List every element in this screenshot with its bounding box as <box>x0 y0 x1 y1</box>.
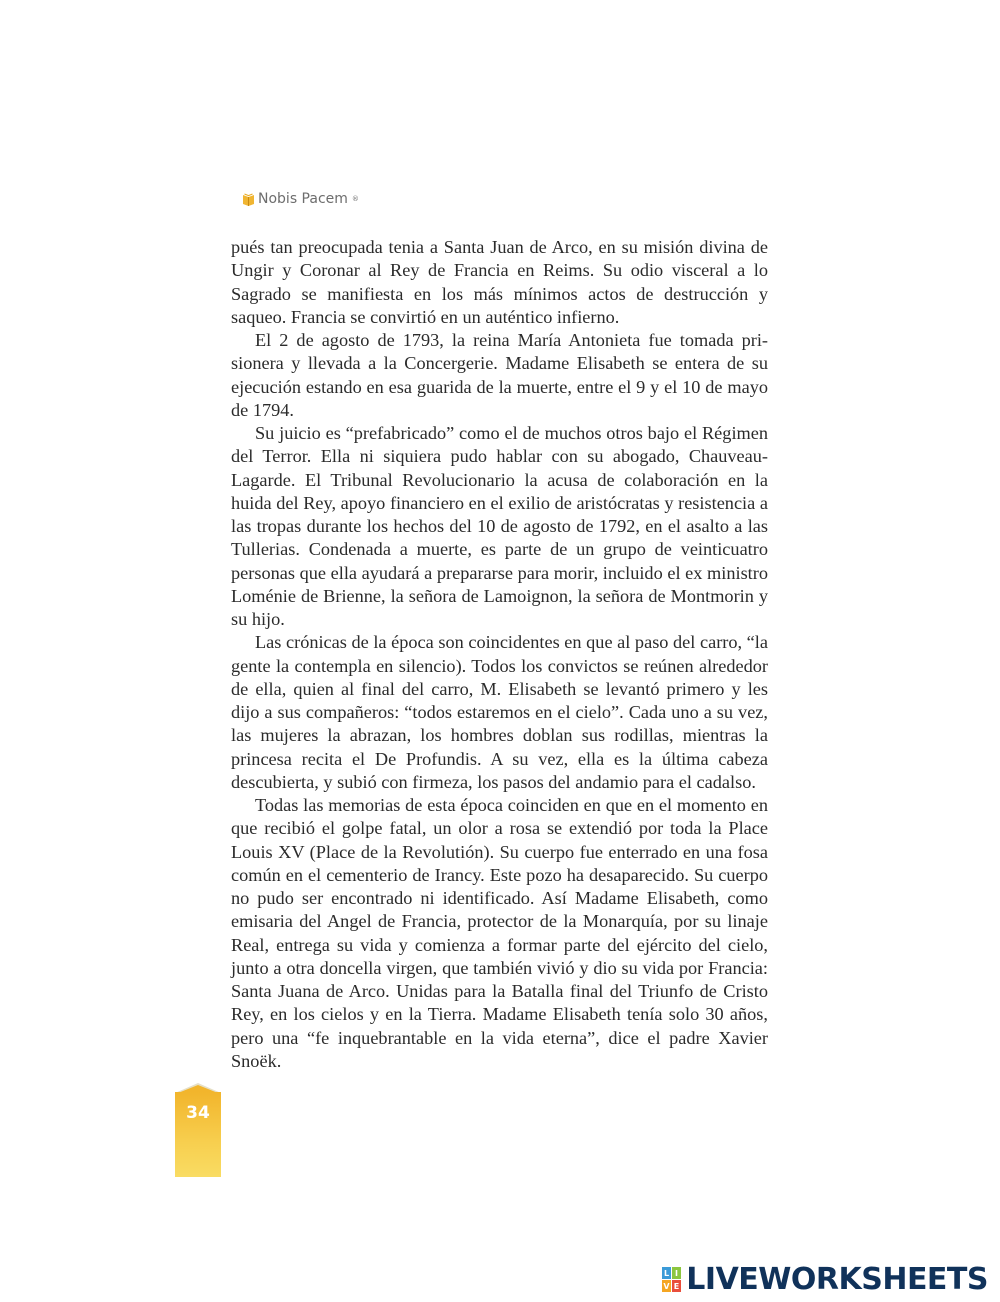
page-number-tab <box>175 1083 221 1177</box>
svg-text:I: I <box>675 1268 679 1278</box>
paragraph: Su juicio es “prefabricado” como el de muchos otros bajo el Régimen del Terror. Ella ni siquiera pudo hablar con su abogado, Chauveau-Lagarde. El Tribunal Revolucionario la acusa de colaboración en la huida del Rey, apoyo financiero en el exilio de aristócratas y resistencia a las tropas durante los hechos del 10 de agosto de 1792, en el asalto a las Tullerias. Condenada a muerte, es parte de un grupo de veinticuatro personas que ella ayudará a prepararse para morir, incluido el ex ministro Loménie de Brienne, la señora de Lamoignon, la señora de Montmorin y su hijo. <box>231 423 768 629</box>
svg-text:E: E <box>674 1281 680 1291</box>
brand-name: Nobis Pacem <box>258 191 348 207</box>
body-text <box>231 236 768 1073</box>
svg-text:V: V <box>663 1281 670 1291</box>
paragraph: pués tan preocupada tenia a Santa Juan de Arco, en su misión divina de Ungir y Coronar al Rey de Francia en Reims. Su odio visceral a lo Sagrado se manifiesta en los más mínimos actos de destrucción y saqueo. Francia se convirtió en un auténtico infierno. <box>231 237 768 327</box>
paragraph: El 2 de agosto de 1793, la reina María Antonieta fue tomada prisionera y llevada a la Concergerie. Madame Elisabeth se entera de su ejecución estando en esa guarida de la muerte, entre el 9 y el 10 de mayo de 1794. <box>231 330 768 420</box>
svg-text:L: L <box>664 1268 670 1278</box>
page-number: 34 <box>186 1103 210 1123</box>
live-blocks-icon <box>662 1267 682 1293</box>
registered-mark: ® <box>351 195 359 203</box>
book-icon <box>242 193 255 206</box>
brand-header <box>242 191 359 207</box>
liveworksheets-logo <box>662 1262 988 1297</box>
paragraph: Las crónicas de la época son coincidentes en que al paso del carro, “la gente la contempla en silencio). Todos los convictos se reúnen alrededor de ella, quien al final del carro, M. Elisabeth se levantó primero y les dijo a sus compañeros: “todos estaremos en el cielo”. Cada uno a su vez, las mujeres la abrazan, los hombres doblan sus rodillas, mientras la princesa recita el De Profundis. A su vez, ella es la última cabeza descubierta, y subió con firmeza, los pasos del andamio para el cadalso. <box>231 632 768 792</box>
liveworksheets-wordmark: LIVEWORKSHEETS <box>686 1262 988 1297</box>
paragraph: Todas las memorias de esta época coinciden en que en el momento en que recibió el golpe fatal, un olor a rosa se extendió por toda la Place Louis XV (Place de la Revolutión). Su cuerpo fue enterrado en una fosa común en el cementerio de Irancy. Este pozo ha desaparecido. Su cuerpo no pudo ser encontrado ni identificado. Así Madame Elisabeth, como emisaria del Angel de Francia, protector de la Monarquía, por su linaje Real, entrega su vida y comienza a formar parte del ejército del cielo, junto a otra doncella virgen, que también vivió y dio su vida por Francia: Santa Juana de Arco. Unidas para la Batalla final del Triunfo de Cristo Rey, en los cielos y en la Tierra. Madame Elisabeth tenía solo 30 años, pero una “fe inquebrantable en la vida eterna”, dice el padre Xavier Snoëk. <box>231 795 768 1071</box>
